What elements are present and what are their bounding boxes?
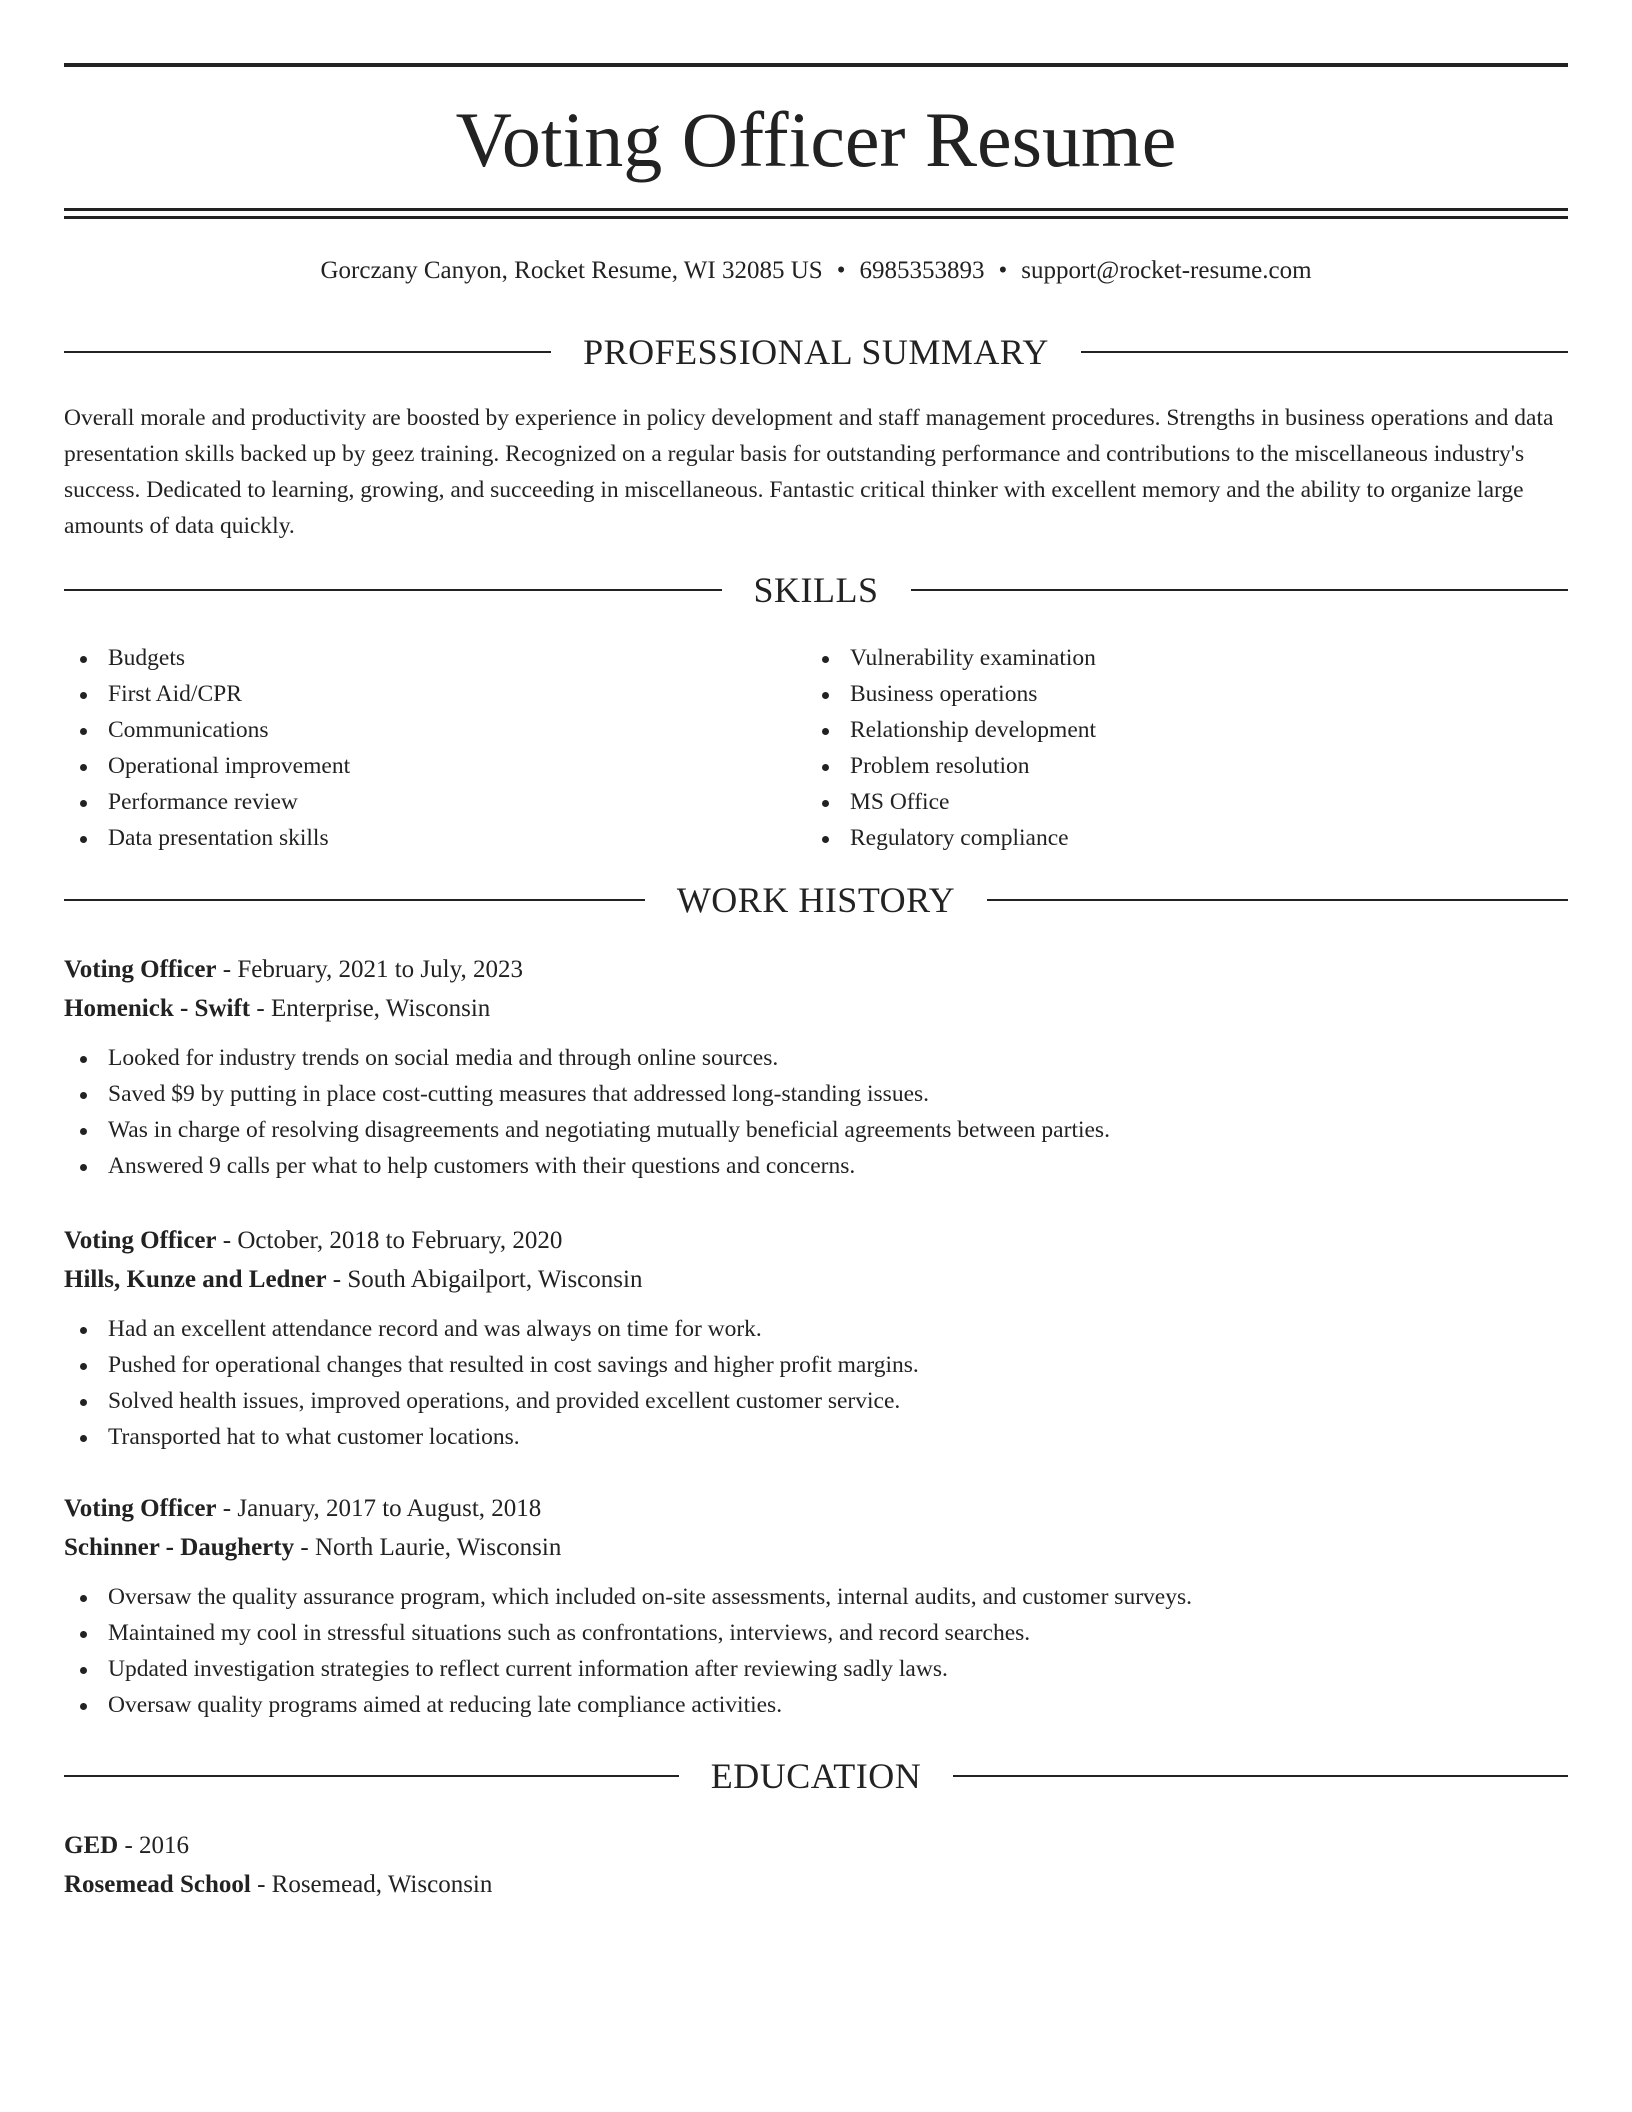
- job-company: Homenick - Swift: [64, 995, 251, 1022]
- job-title-line: Voting Officer - October, 2018 to February, 2020: [64, 1227, 563, 1254]
- job-company: Schinner - Daugherty: [64, 1534, 295, 1561]
- skill-item: Operational improvement: [64, 748, 804, 784]
- job-bullet: Was in charge of resolving disagreements and negotiating mutually beneficial agreements between parties.: [64, 1112, 1568, 1148]
- education-school-line: Rosemead School - Rosemead, Wisconsin: [64, 1871, 493, 1898]
- top-rule: [64, 63, 1568, 67]
- job-dates: October, 2018 to February, 2020: [237, 1227, 563, 1254]
- section-header-skills: [64, 568, 1568, 612]
- contact-email: support@rocket-resume.com: [1021, 257, 1312, 284]
- education-degree: GED: [64, 1832, 119, 1859]
- section-title: WORK HISTORY: [676, 880, 956, 920]
- skill-item: Business operations: [806, 676, 1546, 712]
- job-bullet: Looked for industry trends on social media and through online sources.: [64, 1040, 1568, 1076]
- job-title-line: Voting Officer - February, 2021 to July, 2023: [64, 956, 523, 983]
- job-bullets: [64, 1311, 1568, 1455]
- job-company: Hills, Kunze and Ledner: [64, 1266, 327, 1293]
- job-location: North Laurie, Wisconsin: [314, 1534, 562, 1561]
- job-company-line: Homenick - Swift - Enterprise, Wisconsin: [64, 995, 491, 1022]
- skill-item: Budgets: [64, 640, 804, 676]
- skill-item: First Aid/CPR: [64, 676, 804, 712]
- skill-item: Vulnerability examination: [806, 640, 1546, 676]
- job-bullets: [64, 1579, 1568, 1723]
- section-rule: [953, 1775, 1568, 1777]
- section-rule: [64, 351, 551, 353]
- contact-address: Gorczany Canyon, Rocket Resume, WI 32085 US: [320, 257, 823, 284]
- job-entry: [64, 1221, 1568, 1455]
- title-rule-upper: [64, 208, 1568, 211]
- job-title: Voting Officer: [64, 1227, 217, 1254]
- section-title: PROFESSIONAL SUMMARY: [583, 332, 1049, 372]
- skill-item: MS Office: [806, 784, 1546, 820]
- job-bullet: Pushed for operational changes that resulted in cost savings and higher profit margins.: [64, 1347, 1568, 1383]
- job-company-line: Schinner - Daugherty - North Laurie, Wisconsin: [64, 1534, 562, 1561]
- section-title: SKILLS: [753, 570, 879, 610]
- job-company-line: Hills, Kunze and Ledner - South Abigailport, Wisconsin: [64, 1266, 643, 1293]
- skill-item: Problem resolution: [806, 748, 1546, 784]
- job-location: Enterprise, Wisconsin: [270, 995, 491, 1022]
- skill-item: Performance review: [64, 784, 804, 820]
- skill-item: Regulatory compliance: [806, 820, 1546, 856]
- job-bullet: Updated investigation strategies to reflect current information after reviewing sadly laws.: [64, 1651, 1568, 1687]
- skill-item: Relationship development: [806, 712, 1546, 748]
- section-header-work: [64, 878, 1568, 922]
- job-dates: February, 2021 to July, 2023: [237, 956, 523, 983]
- job-bullet: Oversaw quality programs aimed at reducing late compliance activities.: [64, 1687, 1568, 1723]
- job-bullet: Oversaw the quality assurance program, which included on-site assessments, internal audits, and customer surveys.: [64, 1579, 1568, 1615]
- education-entry: [64, 1826, 1568, 1904]
- contact-separator: •: [836, 257, 846, 284]
- section-rule: [911, 589, 1569, 591]
- job-bullet: Saved $9 by putting in place cost-cutting measures that addressed long-standing issues.: [64, 1076, 1568, 1112]
- job-entry: [64, 1489, 1568, 1723]
- section-header-education: [64, 1754, 1568, 1798]
- job-bullet: Maintained my cool in stressful situations such as confrontations, interviews, and record searches.: [64, 1615, 1568, 1651]
- education-year: 2016: [139, 1832, 190, 1859]
- job-bullets: [64, 1040, 1568, 1184]
- title-rule-lower: [64, 216, 1568, 219]
- job-bullet: Had an excellent attendance record and was always on time for work.: [64, 1311, 1568, 1347]
- section-header-summary: [64, 330, 1568, 374]
- job-dates: January, 2017 to August, 2018: [237, 1495, 542, 1522]
- resume-title: Voting Officer Resume: [455, 96, 1177, 183]
- skill-item: Data presentation skills: [64, 820, 804, 856]
- education-location: Rosemead, Wisconsin: [271, 1871, 493, 1898]
- summary-text: Overall morale and productivity are boosted by experience in policy development and staff management procedures. Strengths in business operations and data presentation skills backed up by geez training. Recognized on a regular basis for outstanding performance and contributions to the miscellaneous industry's success. Dedicated to learning, growing, and succeeding in miscellaneous. Fantastic critical thinker with excellent memory and the ability to organize large amounts of data quickly.: [64, 405, 1554, 539]
- job-title: Voting Officer: [64, 956, 217, 983]
- skills-list-right: [806, 640, 1546, 856]
- education-degree-line: GED - 2016: [64, 1832, 190, 1859]
- section-rule: [64, 1775, 679, 1777]
- section-rule: [1081, 351, 1568, 353]
- contact-line: [64, 254, 1568, 288]
- job-location: South Abigailport, Wisconsin: [347, 1266, 643, 1293]
- section-title: EDUCATION: [710, 1756, 922, 1796]
- job-title: Voting Officer: [64, 1495, 217, 1522]
- job-bullet: Transported hat to what customer locations.: [64, 1419, 1568, 1455]
- section-rule: [64, 589, 722, 591]
- skill-item: Communications: [64, 712, 804, 748]
- contact-phone: 6985353893: [859, 257, 985, 284]
- education-school: Rosemead School: [64, 1871, 251, 1898]
- contact-separator: •: [998, 257, 1008, 284]
- skills-list-left: [64, 640, 804, 856]
- section-rule: [64, 899, 645, 901]
- section-rule: [987, 899, 1568, 901]
- job-bullet: Solved health issues, improved operations, and provided excellent customer service.: [64, 1383, 1568, 1419]
- job-bullet: Answered 9 calls per what to help customers with their questions and concerns.: [64, 1148, 1568, 1184]
- job-entry: [64, 950, 1568, 1184]
- job-title-line: Voting Officer - January, 2017 to August, 2018: [64, 1495, 542, 1522]
